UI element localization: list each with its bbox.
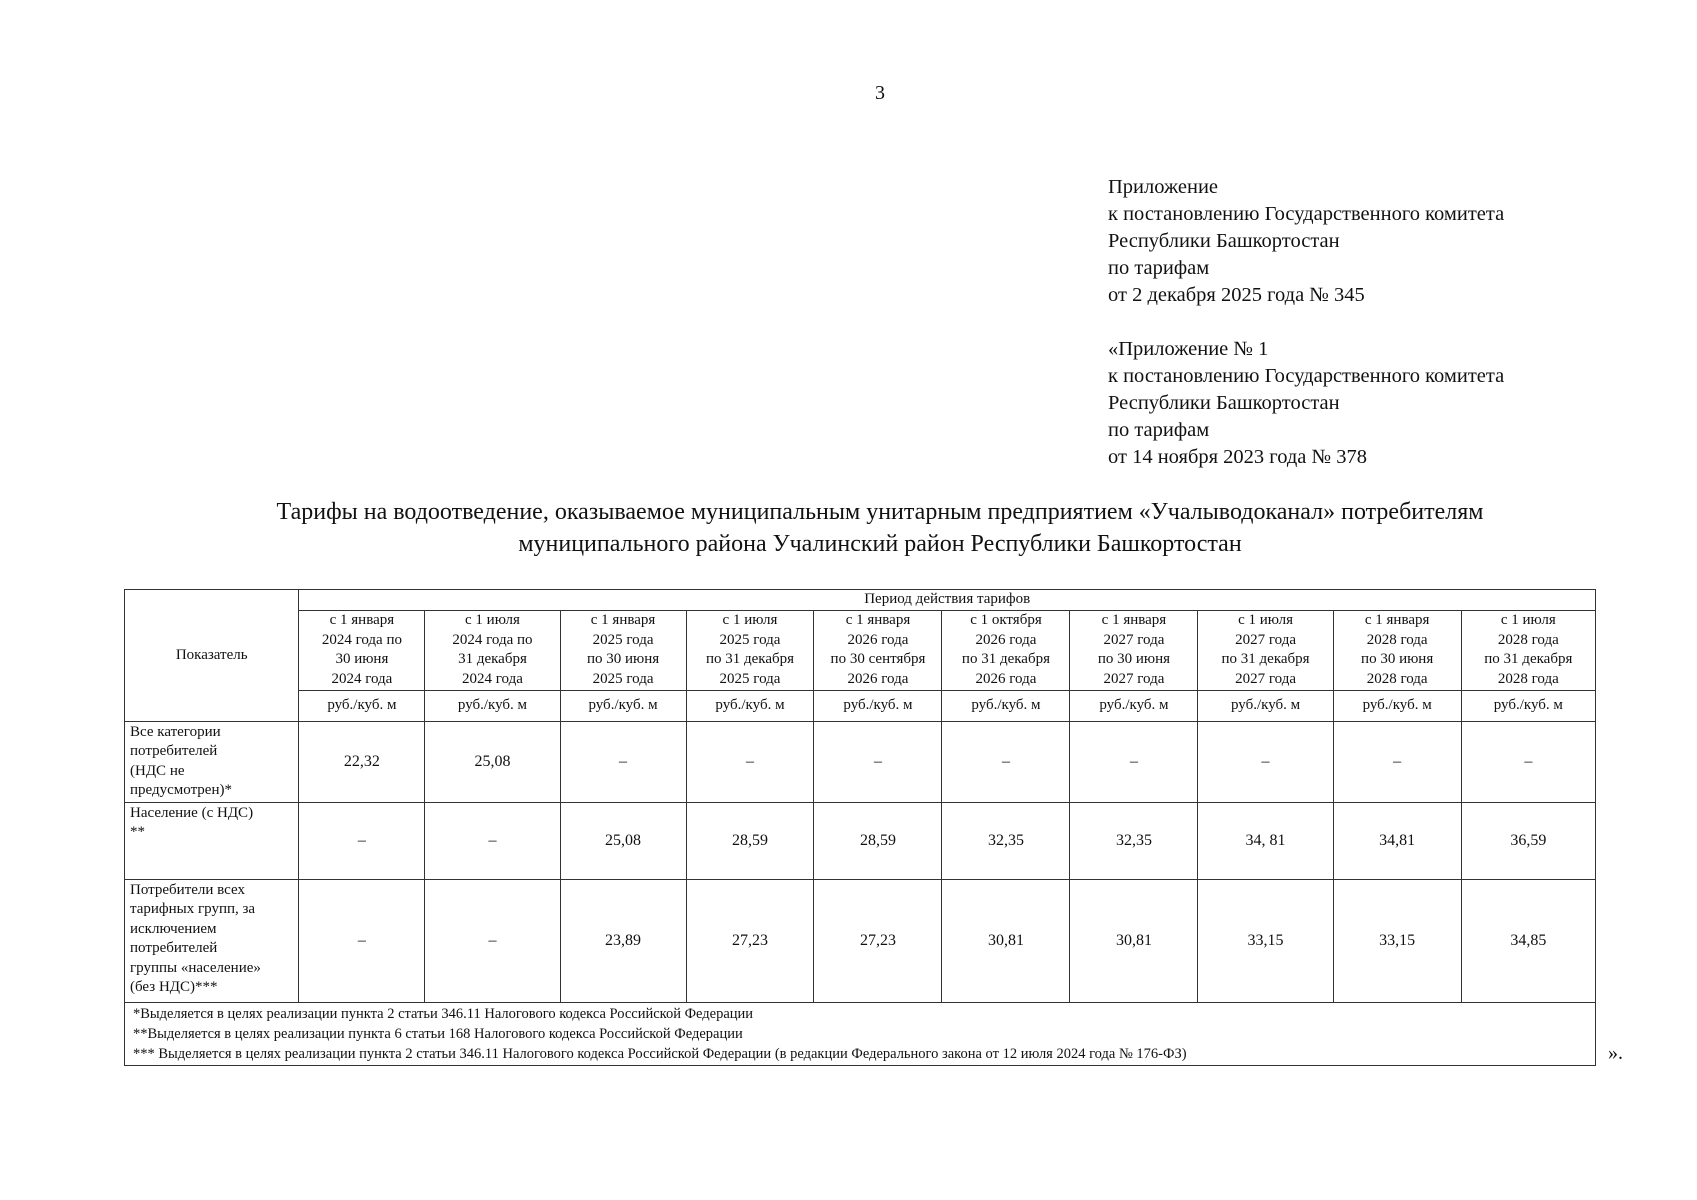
tariff-value-cell: – — [425, 879, 560, 1002]
period-header: Период действия тарифов — [299, 590, 1596, 611]
row-label-line: Все категории — [130, 723, 221, 740]
period-header-cell — [814, 610, 942, 690]
appendix-line: от 2 декабря 2025 года № 345 — [1108, 284, 1365, 306]
tariff-value-cell: – — [1198, 721, 1333, 802]
period-header-cell — [425, 610, 560, 690]
tariff-value-cell: 36,59 — [1461, 802, 1595, 879]
tariff-value-cell: – — [1333, 721, 1461, 802]
period-line: 2028 года — [1366, 670, 1428, 687]
tariff-value-cell: – — [814, 721, 942, 802]
tariff-value-cell: – — [1070, 721, 1198, 802]
period-line: 2025 года — [592, 670, 654, 687]
period-line: с 1 июля — [465, 612, 520, 628]
table-row — [125, 721, 1596, 802]
row-label-line: тарифных групп, за — [130, 901, 256, 917]
row-label-line: потребителей — [130, 743, 218, 759]
appendix-header-current — [1108, 174, 1504, 309]
period-line: с 1 января — [1364, 612, 1430, 628]
period-line: с 1 июля — [1500, 612, 1556, 628]
tariff-value-cell: – — [299, 879, 425, 1002]
period-line: по 30 июня — [586, 651, 660, 667]
unit-cell: руб./куб. м — [1333, 690, 1461, 721]
tariff-value-cell: 32,35 — [1070, 802, 1198, 879]
footnotes — [125, 1002, 1596, 1065]
tariff-value-cell: – — [942, 721, 1070, 802]
row-label-line: ** — [130, 824, 145, 840]
closing-quote: ». — [1608, 1042, 1623, 1064]
row-label-line: исключением — [130, 920, 217, 937]
period-line: 2026 года — [975, 631, 1037, 648]
appendix-line: Республики Башкортостан — [1108, 230, 1340, 252]
row-label-line: (НДС не — [130, 762, 185, 779]
period-line: по 30 сентября — [830, 651, 926, 667]
tariff-value-cell: 33,15 — [1333, 879, 1461, 1002]
unit-cell: руб./куб. м — [814, 690, 942, 721]
table-row — [125, 802, 1596, 879]
unit-cell: руб./куб. м — [1198, 690, 1333, 721]
period-line: 2025 года — [592, 631, 654, 648]
row-label-line: предусмотрен)* — [130, 782, 232, 798]
period-line: 2028 года — [1497, 631, 1559, 648]
unit-cell: руб./куб. м — [686, 690, 814, 721]
tariff-value-cell: – — [299, 802, 425, 879]
period-line: 2027 года — [1235, 670, 1296, 687]
period-line: по 30 июня — [1097, 651, 1171, 667]
row-label-line: потребителей — [130, 940, 218, 956]
period-line: с 1 января — [845, 612, 911, 628]
tariff-value-cell: 33,15 — [1198, 879, 1333, 1002]
period-line: по 31 декабря — [1484, 651, 1573, 667]
row-label-line: Население (с НДС) — [130, 804, 254, 821]
unit-cell: руб./куб. м — [942, 690, 1070, 721]
period-header-cell — [1198, 610, 1333, 690]
appendix-header-original — [1108, 336, 1504, 471]
tariff-value-cell: 23,89 — [560, 879, 686, 1002]
period-line: 2025 года — [719, 670, 781, 687]
period-line: 2026 года — [975, 670, 1037, 687]
period-line: 2027 года — [1103, 631, 1165, 648]
period-line: 30 июня — [335, 651, 389, 667]
tariff-value-cell: 27,23 — [686, 879, 814, 1002]
tariff-value-cell: 22,32 — [299, 721, 425, 802]
period-line: с 1 июля — [722, 612, 778, 628]
period-line: 2024 года — [462, 670, 523, 687]
period-line: с 1 октября — [970, 612, 1042, 628]
footnote-line: **Выделяется в целях реализации пункта 6 статьи 168 Налогового кодекса Российской Федерации — [133, 1025, 743, 1042]
period-line: по 31 декабря — [705, 651, 795, 667]
tariff-value-cell: – — [686, 721, 814, 802]
page-number: 3 — [875, 82, 885, 104]
period-line: по 31 декабря — [1221, 651, 1310, 667]
period-line: 2027 года — [1235, 631, 1296, 648]
footnote-line: *Выделяется в целях реализации пункта 2 статьи 346.11 Налогового кодекса Российской Федерации — [133, 1005, 754, 1022]
row-label-line: Потребители всех — [130, 881, 245, 898]
tariff-value-cell: 30,81 — [942, 879, 1070, 1002]
period-header-cell — [1070, 610, 1198, 690]
period-header-cell — [942, 610, 1070, 690]
period-header-cell — [560, 610, 686, 690]
period-line: по 31 декабря — [961, 651, 1050, 667]
period-line: 31 декабря — [458, 651, 527, 667]
period-line: с 1 января — [1101, 612, 1167, 628]
tariff-value-cell: 27,23 — [814, 879, 942, 1002]
tariff-value-cell: – — [1461, 721, 1595, 802]
tariff-value-cell: 28,59 — [686, 802, 814, 879]
period-line: с 1 января — [590, 612, 656, 628]
period-line: 2024 года по — [321, 631, 402, 648]
appendix-line: по тарифам — [1108, 257, 1210, 279]
document-title — [150, 496, 1610, 560]
appendix-line: к постановлению Государственного комитета — [1108, 203, 1505, 225]
table-row — [125, 879, 1596, 1002]
footnote-line: *** Выделяется в целях реализации пункта 2 статьи 346.11 Налогового кодекса Российской Федерации (в редакции Федерального закона от 12 июля 2024 года № 176-ФЗ) — [133, 1045, 1187, 1062]
row-label — [125, 879, 299, 1002]
period-line: 2025 года — [719, 631, 781, 648]
period-line: 2024 года по — [452, 631, 533, 648]
period-header-cell — [299, 610, 425, 690]
appendix-line: от 14 ноября 2023 года № 378 — [1108, 446, 1367, 468]
row-label — [125, 802, 299, 879]
unit-cell: руб./куб. м — [560, 690, 686, 721]
row-label — [125, 721, 299, 802]
unit-cell: руб./куб. м — [1461, 690, 1595, 721]
tariff-value-cell: – — [425, 802, 560, 879]
tariff-value-cell: – — [560, 721, 686, 802]
period-header-cell — [686, 610, 814, 690]
period-line: 2027 года — [1103, 670, 1165, 687]
tariff-value-cell: 34,81 — [1333, 802, 1461, 879]
tariff-table — [124, 589, 1596, 1066]
period-line: 2024 года — [331, 670, 393, 687]
appendix-line: к постановлению Государственного комитета — [1108, 365, 1505, 387]
unit-cell: руб./куб. м — [425, 690, 560, 721]
unit-cell: руб./куб. м — [1070, 690, 1198, 721]
row-label-line: группы «население» — [130, 959, 261, 976]
indicator-header: Показатель — [125, 590, 299, 722]
period-line: 2028 года — [1497, 670, 1559, 687]
tariff-value-cell: 34, 81 — [1198, 802, 1333, 879]
appendix-line: по тарифам — [1108, 419, 1210, 441]
period-line: 2028 года — [1366, 631, 1428, 648]
period-line: 2026 года — [847, 631, 909, 648]
tariff-value-cell: 32,35 — [942, 802, 1070, 879]
period-line: с 1 января — [329, 612, 395, 628]
period-line: по 30 июня — [1361, 651, 1434, 667]
period-line: 2026 года — [847, 670, 909, 687]
appendix-line: Приложение — [1108, 176, 1219, 198]
title-line: Тарифы на водоотведение, оказываемое муниципальным унитарным предприятием «Учалыводоканал» потребителям — [276, 499, 1484, 525]
tariff-value-cell: 34,85 — [1461, 879, 1595, 1002]
tariff-value-cell: 25,08 — [560, 802, 686, 879]
tariff-value-cell: 25,08 — [425, 721, 560, 802]
period-header-cell — [1333, 610, 1461, 690]
appendix-line: Республики Башкортостан — [1108, 392, 1340, 414]
tariff-value-cell: 28,59 — [814, 802, 942, 879]
appendix-line: «Приложение № 1 — [1108, 338, 1269, 360]
period-line: с 1 июля — [1238, 612, 1293, 628]
row-label-line: (без НДС)*** — [130, 979, 218, 995]
period-header-cell — [1461, 610, 1595, 690]
tariff-value-cell: 30,81 — [1070, 879, 1198, 1002]
unit-cell: руб./куб. м — [299, 690, 425, 721]
title-line: муниципального района Учалинский район Республики Башкортостан — [518, 531, 1242, 557]
